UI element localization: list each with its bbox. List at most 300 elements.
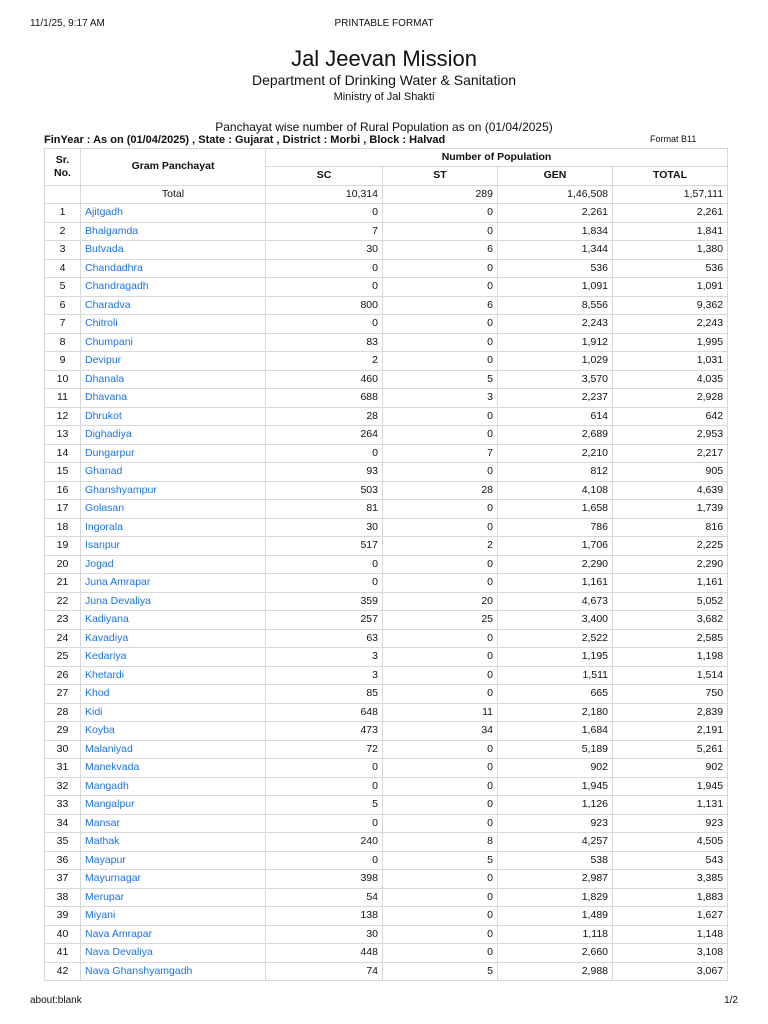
row-gen: 665: [498, 685, 613, 704]
row-st: 6: [383, 241, 498, 260]
row-gen: 4,108: [498, 481, 613, 500]
row-sr-no: 3: [45, 241, 81, 260]
row-sr-no: 11: [45, 389, 81, 408]
row-gen: 1,029: [498, 352, 613, 371]
row-sc: 3: [266, 648, 383, 667]
gram-panchayat-link[interactable]: Nava Ghanshyamgadh: [81, 962, 266, 981]
row-sc: 0: [266, 574, 383, 593]
report-title: Panchayat wise number of Rural Population as on (01/04/2025): [215, 120, 553, 134]
table-row: [45, 629, 728, 648]
row-st: 0: [383, 796, 498, 815]
ministry-name: Ministry of Jal Shakti: [333, 91, 435, 103]
row-gen: 2,689: [498, 426, 613, 445]
gram-panchayat-link[interactable]: Miyani: [81, 907, 266, 926]
row-sc: 63: [266, 629, 383, 648]
header-gram-panchayat: Gram Panchayat: [81, 149, 266, 186]
row-sc: 85: [266, 685, 383, 704]
gram-panchayat-link[interactable]: Nava Amrapar: [81, 925, 266, 944]
format-label: Format B11: [650, 134, 697, 144]
row-total: 5,261: [613, 740, 728, 759]
gram-panchayat-link[interactable]: Golasan: [81, 500, 266, 519]
row-sc: 0: [266, 777, 383, 796]
row-st: 0: [383, 870, 498, 889]
table-row: [45, 666, 728, 685]
gram-panchayat-link[interactable]: Manekvada: [81, 759, 266, 778]
row-sr-no: 17: [45, 500, 81, 519]
row-gen: 4,257: [498, 833, 613, 852]
row-gen: 2,237: [498, 389, 613, 408]
row-gen: 1,912: [498, 333, 613, 352]
row-total: 1,091: [613, 278, 728, 297]
print-title: PRINTABLE FORMAT: [334, 18, 434, 29]
row-sr-no: 36: [45, 851, 81, 870]
row-st: 0: [383, 685, 498, 704]
table-row: [45, 296, 728, 315]
row-sc: 359: [266, 592, 383, 611]
row-sr-no: 4: [45, 259, 81, 278]
row-total: 1,198: [613, 648, 728, 667]
row-sr-no: 19: [45, 537, 81, 556]
row-gen: 2,261: [498, 204, 613, 223]
row-st: 3: [383, 389, 498, 408]
table-row: [45, 703, 728, 722]
row-st: 0: [383, 740, 498, 759]
row-sc: 460: [266, 370, 383, 389]
row-st: 6: [383, 296, 498, 315]
row-st: 0: [383, 463, 498, 482]
header-st: ST: [383, 167, 498, 186]
row-sc: 30: [266, 925, 383, 944]
row-st: 25: [383, 611, 498, 630]
row-gen: 1,161: [498, 574, 613, 593]
total-sc: 10,314: [266, 185, 383, 204]
total-label: Total: [81, 185, 266, 204]
row-sc: 3: [266, 666, 383, 685]
row-gen: 1,126: [498, 796, 613, 815]
row-gen: 2,210: [498, 444, 613, 463]
table-row: [45, 759, 728, 778]
row-total: 536: [613, 259, 728, 278]
row-st: 0: [383, 426, 498, 445]
row-sc: 5: [266, 796, 383, 815]
table-row: [45, 870, 728, 889]
table-row: [45, 814, 728, 833]
row-sc: 648: [266, 703, 383, 722]
row-total: 4,035: [613, 370, 728, 389]
row-sr-no: 35: [45, 833, 81, 852]
row-gen: 1,489: [498, 907, 613, 926]
row-gen: 8,556: [498, 296, 613, 315]
row-gen: 812: [498, 463, 613, 482]
row-sc: 30: [266, 241, 383, 260]
table-row: [45, 241, 728, 260]
row-sc: 72: [266, 740, 383, 759]
row-gen: 2,290: [498, 555, 613, 574]
row-total: 2,225: [613, 537, 728, 556]
table-row: [45, 611, 728, 630]
row-sr-no: 39: [45, 907, 81, 926]
row-sr-no: 34: [45, 814, 81, 833]
row-total: 2,290: [613, 555, 728, 574]
row-sc: 2: [266, 352, 383, 371]
gram-panchayat-link[interactable]: Isanpur: [81, 537, 266, 556]
row-gen: 3,570: [498, 370, 613, 389]
gram-panchayat-link[interactable]: Devipur: [81, 352, 266, 371]
footer-page-number: 1/2: [724, 995, 738, 1006]
row-gen: 538: [498, 851, 613, 870]
gram-panchayat-link[interactable]: Khetardi: [81, 666, 266, 685]
table-row: [45, 444, 728, 463]
row-total: 3,385: [613, 870, 728, 889]
row-st: 0: [383, 666, 498, 685]
row-st: 0: [383, 500, 498, 519]
row-sr-no: 41: [45, 944, 81, 963]
row-total: 1,031: [613, 352, 728, 371]
row-sr-no: 14: [45, 444, 81, 463]
row-gen: 536: [498, 259, 613, 278]
row-gen: 1,706: [498, 537, 613, 556]
header-sr-no: Sr. No.: [45, 149, 81, 186]
table-row: [45, 888, 728, 907]
gram-panchayat-link[interactable]: Mansar: [81, 814, 266, 833]
row-sc: 240: [266, 833, 383, 852]
row-gen: 1,511: [498, 666, 613, 685]
gram-panchayat-link[interactable]: Malaniyad: [81, 740, 266, 759]
row-sr-no: 8: [45, 333, 81, 352]
row-sr-no: 24: [45, 629, 81, 648]
row-sr-no: 6: [45, 296, 81, 315]
row-total: 1,841: [613, 222, 728, 241]
table-row: [45, 518, 728, 537]
gram-panchayat-link[interactable]: Kidi: [81, 703, 266, 722]
row-total: 1,627: [613, 907, 728, 926]
row-sc: 264: [266, 426, 383, 445]
row-sr-no: 12: [45, 407, 81, 426]
row-sc: 503: [266, 481, 383, 500]
row-sc: 448: [266, 944, 383, 963]
row-sc: 0: [266, 278, 383, 297]
row-gen: 2,522: [498, 629, 613, 648]
gram-panchayat-link[interactable]: Merupar: [81, 888, 266, 907]
row-total: 543: [613, 851, 728, 870]
row-total: 902: [613, 759, 728, 778]
row-total: 1,161: [613, 574, 728, 593]
table-row: [45, 722, 728, 741]
row-st: 0: [383, 259, 498, 278]
table-row: [45, 481, 728, 500]
gram-panchayat-link[interactable]: Bhalgamda: [81, 222, 266, 241]
row-sc: 0: [266, 444, 383, 463]
row-sr-no: 32: [45, 777, 81, 796]
gram-panchayat-link[interactable]: Khod: [81, 685, 266, 704]
row-st: 0: [383, 278, 498, 297]
filter-line: FinYear : As on (01/04/2025) , State : Gujarat , District : Morbi , Block : Halvad: [44, 134, 446, 146]
gram-panchayat-link[interactable]: Dhanala: [81, 370, 266, 389]
row-total: 1,945: [613, 777, 728, 796]
row-sr-no: 16: [45, 481, 81, 500]
table-row: [45, 389, 728, 408]
row-sr-no: 13: [45, 426, 81, 445]
gram-panchayat-link[interactable]: Mathak: [81, 833, 266, 852]
row-gen: 4,673: [498, 592, 613, 611]
row-sr-no: 2: [45, 222, 81, 241]
row-st: 0: [383, 759, 498, 778]
row-st: 0: [383, 315, 498, 334]
row-sc: 28: [266, 407, 383, 426]
row-sr-no: 27: [45, 685, 81, 704]
row-sc: 0: [266, 315, 383, 334]
gram-panchayat-link[interactable]: Kedariya: [81, 648, 266, 667]
row-sr-no: 1: [45, 204, 81, 223]
row-sc: 138: [266, 907, 383, 926]
row-total: 5,052: [613, 592, 728, 611]
row-sc: 800: [266, 296, 383, 315]
total-gen: 1,46,508: [498, 185, 613, 204]
row-sc: 398: [266, 870, 383, 889]
row-gen: 1,091: [498, 278, 613, 297]
row-sc: 93: [266, 463, 383, 482]
row-st: 5: [383, 370, 498, 389]
row-gen: 2,988: [498, 962, 613, 981]
row-st: 34: [383, 722, 498, 741]
row-total: 1,883: [613, 888, 728, 907]
gram-panchayat-link[interactable]: Chitroli: [81, 315, 266, 334]
total-total: 1,57,111: [613, 185, 728, 204]
row-sr-no: 10: [45, 370, 81, 389]
row-sr-no: 20: [45, 555, 81, 574]
row-gen: 786: [498, 518, 613, 537]
table-row: [45, 278, 728, 297]
row-total: 3,067: [613, 962, 728, 981]
row-st: 0: [383, 888, 498, 907]
row-sc: 0: [266, 204, 383, 223]
row-gen: 614: [498, 407, 613, 426]
row-sr-no: 38: [45, 888, 81, 907]
gram-panchayat-link[interactable]: Ghanad: [81, 463, 266, 482]
footer-url: about:blank: [30, 995, 82, 1006]
row-gen: 2,987: [498, 870, 613, 889]
table-row: [45, 925, 728, 944]
row-total: 2,953: [613, 426, 728, 445]
gram-panchayat-link[interactable]: Dhrukot: [81, 407, 266, 426]
table-row: [45, 333, 728, 352]
row-sr-no: 25: [45, 648, 81, 667]
row-gen: 1,344: [498, 241, 613, 260]
row-gen: 1,195: [498, 648, 613, 667]
row-gen: 902: [498, 759, 613, 778]
row-st: 20: [383, 592, 498, 611]
table-row: [45, 204, 728, 223]
gram-panchayat-link[interactable]: Dungarpur: [81, 444, 266, 463]
row-total: 1,995: [613, 333, 728, 352]
row-sr-no: 9: [45, 352, 81, 371]
row-sc: 74: [266, 962, 383, 981]
row-sr-no: 29: [45, 722, 81, 741]
gram-panchayat-link[interactable]: Jogad: [81, 555, 266, 574]
row-sr-no: 26: [45, 666, 81, 685]
row-sc: 0: [266, 814, 383, 833]
header-total: TOTAL: [613, 167, 728, 186]
gram-panchayat-link[interactable]: Juna Amrapar: [81, 574, 266, 593]
row-total: 9,362: [613, 296, 728, 315]
row-st: 0: [383, 907, 498, 926]
row-sc: 81: [266, 500, 383, 519]
gram-panchayat-link[interactable]: Ajitgadh: [81, 204, 266, 223]
row-sr-no: 31: [45, 759, 81, 778]
table-row: [45, 352, 728, 371]
row-sr-no: 5: [45, 278, 81, 297]
row-st: 2: [383, 537, 498, 556]
gram-panchayat-link[interactable]: Mayapur: [81, 851, 266, 870]
row-st: 5: [383, 962, 498, 981]
total-st: 289: [383, 185, 498, 204]
row-total: 750: [613, 685, 728, 704]
row-total: 1,739: [613, 500, 728, 519]
row-total: 4,505: [613, 833, 728, 852]
page-title: Jal Jeevan Mission: [291, 46, 477, 71]
table-row: [45, 907, 728, 926]
row-total: 2,928: [613, 389, 728, 408]
row-total: 4,639: [613, 481, 728, 500]
table-row: [45, 851, 728, 870]
header-gen: GEN: [498, 167, 613, 186]
gram-panchayat-link[interactable]: Kadiyana: [81, 611, 266, 630]
row-total: 3,108: [613, 944, 728, 963]
table-row: [45, 796, 728, 815]
table-row: [45, 426, 728, 445]
gram-panchayat-link[interactable]: Dhavana: [81, 389, 266, 408]
row-sc: 0: [266, 259, 383, 278]
row-total: 905: [613, 463, 728, 482]
row-sc: 257: [266, 611, 383, 630]
row-sr-no: 33: [45, 796, 81, 815]
table-row: [45, 407, 728, 426]
row-sc: 688: [266, 389, 383, 408]
row-total: 2,243: [613, 315, 728, 334]
table-row: [45, 962, 728, 981]
table-row: [45, 574, 728, 593]
row-sr-no: 28: [45, 703, 81, 722]
row-sr-no: 7: [45, 315, 81, 334]
population-table: [44, 148, 728, 981]
gram-panchayat-link[interactable]: Mayurnagar: [81, 870, 266, 889]
row-st: 0: [383, 407, 498, 426]
row-total: 2,585: [613, 629, 728, 648]
row-gen: 1,945: [498, 777, 613, 796]
row-st: 0: [383, 925, 498, 944]
row-gen: 923: [498, 814, 613, 833]
gram-panchayat-link[interactable]: Dighadiya: [81, 426, 266, 445]
row-sr-no: 40: [45, 925, 81, 944]
table-row: [45, 592, 728, 611]
row-st: 0: [383, 204, 498, 223]
row-st: 0: [383, 777, 498, 796]
gram-panchayat-link[interactable]: Juna Devaliya: [81, 592, 266, 611]
table-row: [45, 944, 728, 963]
row-total: 923: [613, 814, 728, 833]
row-st: 0: [383, 629, 498, 648]
table-row: [45, 777, 728, 796]
row-st: 0: [383, 648, 498, 667]
header-number-of-population: Number of Population: [266, 149, 728, 167]
gram-panchayat-link[interactable]: Ingorala: [81, 518, 266, 537]
row-sc: 0: [266, 851, 383, 870]
row-sc: 517: [266, 537, 383, 556]
department-name: Department of Drinking Water & Sanitation: [251, 72, 517, 88]
row-st: 5: [383, 851, 498, 870]
row-sr-no: 30: [45, 740, 81, 759]
table-row: [45, 259, 728, 278]
row-gen: 5,189: [498, 740, 613, 759]
row-st: 0: [383, 222, 498, 241]
row-sr-no: 21: [45, 574, 81, 593]
row-total: 2,191: [613, 722, 728, 741]
table-row: [45, 463, 728, 482]
row-st: 0: [383, 333, 498, 352]
row-sr-no: 15: [45, 463, 81, 482]
row-st: 0: [383, 518, 498, 537]
gram-panchayat-link[interactable]: Ghanshyampur: [81, 481, 266, 500]
row-sr-no: 18: [45, 518, 81, 537]
row-st: 8: [383, 833, 498, 852]
total-row: [45, 185, 728, 204]
row-st: 0: [383, 944, 498, 963]
row-st: 0: [383, 574, 498, 593]
row-sc: 473: [266, 722, 383, 741]
gram-panchayat-link[interactable]: Mangadh: [81, 777, 266, 796]
row-sc: 30: [266, 518, 383, 537]
row-total: 2,839: [613, 703, 728, 722]
row-sc: 83: [266, 333, 383, 352]
row-gen: 1,658: [498, 500, 613, 519]
gram-panchayat-link[interactable]: Chumpani: [81, 333, 266, 352]
row-st: 11: [383, 703, 498, 722]
row-gen: 3,400: [498, 611, 613, 630]
gram-panchayat-link[interactable]: Chandragadh: [81, 278, 266, 297]
row-total: 1,148: [613, 925, 728, 944]
table-row: [45, 648, 728, 667]
row-gen: 2,660: [498, 944, 613, 963]
row-st: 0: [383, 352, 498, 371]
gram-panchayat-link[interactable]: Chandadhra: [81, 259, 266, 278]
row-sc: 0: [266, 555, 383, 574]
gram-panchayat-link[interactable]: Koyba: [81, 722, 266, 741]
gram-panchayat-link[interactable]: Kavadiya: [81, 629, 266, 648]
row-sr-no: 23: [45, 611, 81, 630]
row-gen: 2,243: [498, 315, 613, 334]
row-total: 3,682: [613, 611, 728, 630]
row-st: 0: [383, 814, 498, 833]
gram-panchayat-link[interactable]: Nava Devaliya: [81, 944, 266, 963]
row-total: 1,131: [613, 796, 728, 815]
gram-panchayat-link[interactable]: Charadva: [81, 296, 266, 315]
table-row: [45, 537, 728, 556]
row-sc: 7: [266, 222, 383, 241]
gram-panchayat-link[interactable]: Mangalpur: [81, 796, 266, 815]
row-sr-no: 37: [45, 870, 81, 889]
gram-panchayat-link[interactable]: Butvada: [81, 241, 266, 260]
row-sr-no: 22: [45, 592, 81, 611]
row-gen: 1,118: [498, 925, 613, 944]
table-row: [45, 685, 728, 704]
row-total: 642: [613, 407, 728, 426]
table-row: [45, 370, 728, 389]
row-total: 1,380: [613, 241, 728, 260]
row-total: 2,261: [613, 204, 728, 223]
table-row: [45, 315, 728, 334]
row-sc: 54: [266, 888, 383, 907]
table-row: [45, 500, 728, 519]
